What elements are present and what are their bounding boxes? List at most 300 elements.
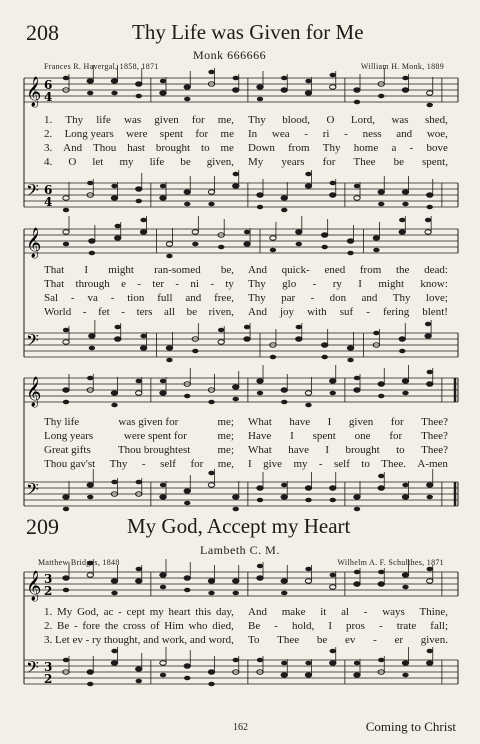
lyric-syllable: make	[281, 606, 306, 618]
lyric-phrase-second	[248, 264, 448, 276]
note-head	[115, 224, 121, 229]
note-head	[354, 376, 360, 381]
note-head	[244, 325, 250, 330]
lyric-syllable: I	[248, 458, 252, 470]
note-head	[402, 76, 408, 81]
lyric-syllable: dead:	[424, 264, 448, 276]
lyric-syllable: woe,	[426, 128, 448, 140]
note-head	[184, 202, 190, 207]
lyric-syllable: Let	[55, 634, 70, 646]
lyric-phrase-first	[44, 142, 234, 154]
note-head	[305, 567, 311, 572]
note-head	[305, 91, 311, 96]
note-head	[347, 239, 353, 244]
note-head	[270, 248, 276, 253]
note-head	[115, 236, 121, 241]
lyric-syllable: ty	[225, 278, 234, 290]
lyric-syllable: might	[378, 278, 405, 290]
note-head	[378, 94, 384, 99]
note-head	[208, 670, 214, 675]
lyric-syllable: -	[175, 278, 180, 290]
note-head	[63, 576, 69, 581]
note-head	[427, 661, 433, 666]
lyric-phrase-first	[44, 458, 234, 470]
note-head	[244, 242, 250, 247]
lyric-syllable: me	[220, 142, 234, 154]
lyric-syllable: give	[263, 458, 283, 470]
note-head	[281, 208, 287, 213]
note-head	[89, 346, 95, 351]
note-head	[373, 331, 379, 336]
note-head	[63, 196, 69, 201]
lyric-syllable: Thee.	[381, 458, 406, 470]
lyric-syllable: fet	[98, 306, 110, 318]
lyric-syllable: life	[96, 114, 111, 126]
note-head	[427, 579, 433, 584]
note-head	[136, 567, 142, 572]
treble-clef: 𝄞	[26, 77, 42, 107]
note-head	[233, 76, 239, 81]
note-head	[87, 79, 93, 84]
lyric-syllable: blent!	[422, 306, 448, 318]
note-head	[378, 202, 384, 207]
lyric-syllable: I	[328, 620, 332, 632]
lyric-syllable: heart	[168, 606, 191, 618]
lyric-syllable: Thee	[277, 634, 300, 646]
lyric-phrase-second	[248, 620, 448, 632]
lyric-syllable: from	[288, 142, 310, 154]
lyric-syllable: given	[348, 416, 374, 428]
note-head	[63, 242, 69, 247]
lyric-syllable: a	[391, 142, 397, 154]
lyric-syllable: -	[137, 278, 142, 290]
note-head	[244, 337, 250, 342]
lyric-phrase-second	[248, 156, 448, 168]
lyric-syllable: fore	[82, 620, 101, 632]
note-head	[402, 391, 408, 396]
lyric-syllable: bove	[426, 142, 448, 154]
lyric-syllable: And	[248, 264, 267, 276]
note-head	[111, 480, 117, 485]
note-head	[208, 70, 214, 75]
lyric-syllable: fall;	[430, 620, 448, 632]
lyric-syllable: riven,	[208, 306, 234, 318]
note-head	[111, 649, 117, 654]
note-head	[184, 664, 190, 669]
lyric-syllable: -	[82, 306, 87, 318]
note-head	[330, 73, 336, 78]
time-signature: 4	[44, 90, 53, 104]
lyric-syllable: e	[121, 278, 127, 290]
lyric-syllable: spent	[159, 128, 184, 140]
note-head	[427, 495, 433, 500]
note-head	[89, 251, 95, 256]
lyric-syllable: Him	[164, 620, 184, 632]
lyric-syllable: suf	[339, 306, 354, 318]
note-head	[63, 208, 69, 213]
words-credit: Frances R. Havergal, 1858, 1871	[44, 62, 159, 71]
lyric-syllable: full	[157, 292, 173, 304]
lyric-syllable: from	[359, 264, 382, 276]
lyric-syllable: me,	[217, 114, 234, 126]
lyric-syllable: of	[150, 620, 160, 632]
lyric-syllable: ev	[72, 634, 83, 646]
note-head	[136, 480, 142, 485]
lyric-syllable: brought	[345, 444, 380, 456]
lyric-syllable: me;	[217, 444, 234, 456]
lyric-phrase-first	[44, 430, 234, 442]
lyric-syllable: home	[353, 142, 379, 154]
lyric-syllable: Great gifts	[44, 444, 91, 456]
note-head	[233, 397, 239, 402]
note-head	[233, 507, 239, 512]
note-head	[136, 187, 142, 192]
note-head	[218, 245, 224, 250]
lyric-phrase-second	[248, 606, 448, 618]
note-head	[257, 379, 263, 384]
note-head	[354, 184, 360, 189]
time-signature: 2	[44, 672, 53, 686]
note-head	[296, 325, 302, 330]
lyric-syllable: the	[395, 264, 410, 276]
lyric-syllable: My	[248, 156, 264, 168]
lyric-line	[44, 264, 448, 276]
hymn-title: My God, Accept my Heart	[127, 514, 351, 538]
lyric-syllable: for	[191, 114, 205, 126]
note-head	[233, 495, 239, 500]
lyric-phrase-first	[44, 128, 234, 140]
bass-clef: 𝄢	[26, 180, 39, 204]
lyric-syllable: Thy	[322, 142, 341, 154]
note-head	[347, 358, 353, 363]
lyric-syllable: ac	[103, 606, 114, 618]
note-head	[218, 340, 224, 345]
note-head	[427, 103, 433, 108]
lyric-syllable: it	[320, 606, 327, 618]
hymn-number: 209	[26, 514, 59, 539]
lyric-syllable: ry	[92, 634, 102, 646]
note-head	[402, 202, 408, 207]
note-head	[330, 486, 336, 491]
note-head	[136, 94, 142, 99]
note-head	[111, 184, 117, 189]
lyric-syllable: me;	[217, 416, 234, 428]
note-head	[233, 579, 239, 584]
note-head	[281, 76, 287, 81]
lyric-line	[44, 620, 448, 632]
note-head	[354, 196, 360, 201]
note-head	[347, 346, 353, 351]
note-head	[160, 79, 166, 84]
note-head	[160, 483, 166, 488]
note-head	[330, 391, 336, 396]
note-head	[427, 382, 433, 387]
note-head	[63, 76, 69, 81]
note-head	[115, 325, 121, 330]
note-head	[257, 486, 263, 491]
note-head	[427, 205, 433, 210]
lyric-phrase-second	[248, 444, 448, 456]
lyric-syllable: ry	[332, 278, 342, 290]
time-signature: 6	[44, 183, 53, 197]
lyric-line	[44, 606, 448, 618]
note-head	[208, 190, 214, 195]
lyric-syllable: Long years	[44, 430, 94, 442]
lyric-phrase-first	[44, 416, 234, 428]
note-head	[257, 193, 263, 198]
lyric-phrase-second	[248, 458, 448, 470]
note-head	[354, 661, 360, 666]
note-head	[427, 91, 433, 96]
treble-clef: 𝄞	[26, 571, 42, 601]
lyric-syllable: World	[44, 306, 72, 318]
note-head	[281, 400, 287, 405]
note-head	[257, 97, 263, 102]
note-head	[87, 376, 93, 381]
note-head	[305, 184, 311, 189]
note-head	[354, 673, 360, 678]
note-head	[330, 379, 336, 384]
lyric-syllable: know:	[420, 278, 448, 290]
lyric-syllable: don	[329, 292, 347, 304]
note-head	[330, 85, 336, 90]
lyric-syllable: Thou gav'st	[44, 458, 96, 470]
note-head	[184, 588, 190, 593]
hymn-title: Thy Life was Given for Me	[132, 20, 364, 44]
lyric-syllable: all	[164, 306, 176, 318]
lyric-syllable: -	[121, 306, 125, 318]
lyric-syllable: self	[333, 458, 350, 470]
lyric-phrase-first	[44, 292, 234, 304]
lyric-syllable: -	[73, 620, 78, 632]
lyric-syllable: I	[358, 278, 362, 290]
note-head	[425, 322, 431, 327]
note-head	[184, 576, 190, 581]
note-head	[402, 495, 408, 500]
lyric-syllable: wea	[271, 128, 290, 140]
note-head	[427, 193, 433, 198]
lyric-syllable: hold,	[291, 620, 315, 632]
note-head	[184, 97, 190, 102]
lyric-syllable: In	[248, 128, 258, 140]
lyric-syllable: That	[44, 278, 65, 290]
lyric-syllable: That	[44, 264, 65, 276]
lyric-syllable: to	[201, 142, 210, 154]
lyric-syllable: va	[87, 292, 98, 304]
lyric-syllable: Thee?	[421, 416, 448, 428]
note-head	[160, 495, 166, 500]
lyric-syllable: What	[248, 444, 272, 456]
page-number: 162	[233, 722, 248, 733]
lyric-syllable: and	[189, 634, 206, 646]
lyric-syllable: tion	[127, 292, 145, 304]
note-head	[184, 501, 190, 506]
note-head	[111, 579, 117, 584]
lyric-syllable: -	[310, 292, 315, 304]
note-head	[427, 370, 433, 375]
lyric-syllable: shed,	[425, 114, 448, 126]
note-head	[160, 184, 166, 189]
lyric-line	[44, 444, 448, 456]
lyric-syllable: were spent for	[123, 430, 187, 442]
lyric-syllable: -	[110, 292, 115, 304]
note-head	[136, 579, 142, 584]
note-head	[208, 483, 214, 488]
note-head	[378, 570, 384, 575]
note-head	[111, 661, 117, 666]
note-head	[305, 673, 311, 678]
note-head	[257, 576, 263, 581]
lyric-syllable: my	[293, 458, 308, 470]
bass-clef: 𝄢	[26, 657, 39, 681]
lyric-syllable: I	[84, 264, 89, 276]
lyric-syllable: O	[326, 114, 335, 126]
note-head	[192, 349, 198, 354]
note-head	[330, 649, 336, 654]
lyric-syllable: ev	[344, 634, 356, 646]
note-head	[399, 337, 405, 342]
lyric-syllable: me;	[217, 430, 234, 442]
lyric-syllable: ni	[190, 278, 199, 290]
time-signature: 2	[44, 584, 53, 598]
note-head	[87, 495, 93, 500]
music-credit: William H. Monk, 1889	[360, 62, 444, 71]
note-head	[208, 579, 214, 584]
lyric-syllable: life	[149, 156, 165, 168]
lyric-syllable: 3.	[44, 142, 53, 154]
lyric-syllable: to	[396, 444, 405, 456]
note-head	[160, 673, 166, 678]
lyric-syllable: I	[327, 416, 332, 428]
lyric-line	[44, 458, 448, 470]
lyric-syllable: be	[180, 156, 191, 168]
note-head	[233, 172, 239, 177]
note-head	[270, 355, 276, 360]
note-head	[111, 91, 117, 96]
lyric-syllable: were	[126, 128, 148, 140]
lyric-phrase-second	[248, 278, 448, 290]
note-head	[208, 591, 214, 596]
lyric-syllable: Thee?	[421, 444, 448, 456]
note-head	[136, 667, 142, 672]
note-head	[305, 391, 311, 396]
lyric-line	[44, 430, 448, 442]
note-head	[87, 483, 93, 488]
note-head	[321, 245, 327, 250]
lyric-syllable: Thy	[392, 292, 411, 304]
note-head	[233, 385, 239, 390]
lyric-phrase-second	[248, 292, 448, 304]
note-head	[321, 355, 327, 360]
lyric-phrase-first	[44, 278, 234, 290]
note-head	[373, 236, 379, 241]
lyric-syllable: Be	[248, 620, 261, 632]
note-head	[402, 88, 408, 93]
lyric-syllable: ters	[136, 306, 153, 318]
note-head	[63, 340, 69, 345]
note-head	[166, 358, 172, 363]
note-head	[160, 573, 166, 578]
lyric-syllable: ened	[324, 264, 346, 276]
lyric-syllable: -	[141, 458, 146, 470]
lyric-syllable: Thee?	[421, 430, 448, 442]
lyric-syllable: for	[322, 156, 336, 168]
note-head	[399, 230, 405, 235]
note-head	[111, 196, 117, 201]
lyric-syllable: ran-somed	[154, 264, 201, 276]
lyric-syllable: hast	[127, 142, 145, 154]
time-signature: 6	[44, 78, 53, 92]
note-head	[270, 236, 276, 241]
note-head	[184, 676, 190, 681]
note-head	[296, 242, 302, 247]
note-head	[281, 579, 287, 584]
note-head	[330, 585, 336, 590]
lyric-syllable: be	[316, 634, 328, 646]
note-head	[140, 334, 146, 339]
lyric-syllable: was given for	[118, 416, 179, 428]
note-head	[321, 343, 327, 348]
note-head	[330, 193, 336, 198]
lyric-syllable: A-men	[417, 458, 448, 470]
note-head	[354, 388, 360, 393]
note-head	[257, 498, 263, 503]
lyric-line	[44, 142, 448, 154]
note-head	[166, 242, 172, 247]
lyric-line	[44, 114, 448, 126]
note-head	[166, 254, 172, 259]
lyric-syllable: quick-	[281, 264, 310, 276]
note-head	[208, 202, 214, 207]
lyric-syllable: was	[391, 114, 409, 126]
lyric-phrase-first	[44, 306, 234, 318]
lyric-line	[44, 634, 448, 646]
note-head	[140, 218, 146, 223]
lyric-phrase-first	[44, 620, 234, 632]
note-head	[425, 334, 431, 339]
lyric-syllable: cross	[123, 620, 146, 632]
lyric-syllable: par	[281, 292, 296, 304]
note-head	[281, 483, 287, 488]
lyric-line	[44, 292, 448, 304]
note-head	[63, 507, 69, 512]
lyric-syllable: Thy	[248, 278, 266, 290]
note-head	[257, 564, 263, 569]
lyric-phrase-second	[248, 114, 448, 126]
lyric-syllable: 3.	[44, 634, 53, 646]
note-head	[63, 388, 69, 393]
note-head	[218, 328, 224, 333]
lyric-syllable: be,	[220, 264, 234, 276]
lyric-syllable: to	[361, 458, 370, 470]
note-head	[208, 471, 214, 476]
note-head	[330, 661, 336, 666]
lyric-syllable: Thou broughtest	[117, 444, 191, 456]
lyric-syllable: self	[160, 458, 176, 470]
lyric-syllable: love;	[425, 292, 448, 304]
lyric-syllable: me,	[217, 458, 234, 470]
lyric-syllable: Thy	[109, 458, 128, 470]
lyric-syllable: and	[361, 292, 378, 304]
lyric-syllable: Thee	[353, 156, 376, 168]
lyric-syllable: 2.	[44, 620, 53, 632]
note-head	[166, 346, 172, 351]
lyric-line	[44, 306, 448, 318]
note-head	[257, 205, 263, 210]
note-head	[63, 328, 69, 333]
note-head	[63, 658, 69, 663]
lyric-syllable: Thine,	[419, 606, 448, 618]
